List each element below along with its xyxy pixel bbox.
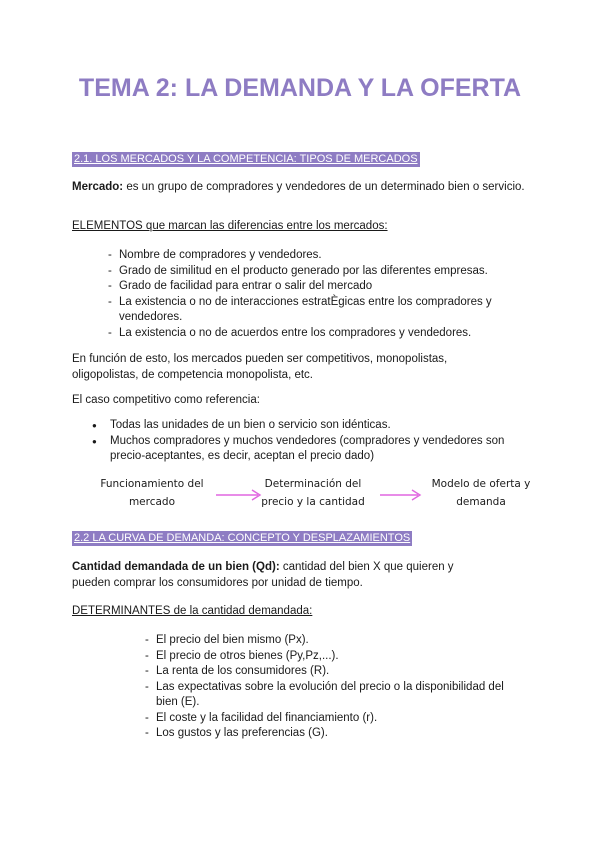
caso-list	[110, 418, 530, 465]
flow-step-modelo: Modelo de oferta y demanda	[431, 478, 531, 508]
list-item: - Grado de similitud en el producto generado por las diferentes empresas.	[108, 264, 528, 280]
list-item: - El coste y la facilidad del financiamiento (r).	[145, 711, 530, 727]
list-item: - Grado de facilidad para entrar o salir del mercado	[108, 279, 528, 295]
list-item: ● Muchos compradores y muchos vendedores (compradores y vendedores son precio-aceptantes, es decir, aceptan el precio dado)	[110, 434, 530, 465]
list-item: - La existencia o no de acuerdos entre los compradores y vendedores.	[108, 326, 528, 342]
mercado-def-text: es un grupo de compradores y vendedores de un determinado bien o servicio.	[123, 181, 525, 193]
list-item: - El precio del bien mismo (Px).	[145, 633, 530, 649]
section-heading-curva: 2.2 LA CURVA DE DEMANDA: CONCEPTO Y DESPLAZAMIENTOS	[74, 532, 411, 544]
cantidad-definition	[72, 560, 472, 591]
flow-step-funcionamiento: Funcionamiento del mercado	[100, 478, 204, 508]
funcion-paragraph: En función de esto, los mercados pueden ser competitivos, monopolistas, oligopolistas, de competencia monopolista, etc.	[72, 353, 448, 381]
determinantes-list	[145, 633, 530, 742]
caso-paragraph: El caso competitivo como referencia:	[72, 394, 260, 406]
flow-arrow-2	[378, 487, 428, 503]
list-item: - Las expectativas sobre la evolución del precio o la disponibilidad del bien (E).	[145, 680, 526, 711]
determinantes-heading: DETERMINANTES de la cantidad demandada:	[72, 605, 313, 617]
list-item: ● Todas las unidades de un bien o servicio son idénticas.	[110, 418, 530, 434]
page-title: TEMA 2: LA DEMANDA Y LA OFERTA	[78, 74, 522, 102]
flow-step-determinacion: Determinación del precio y la cantidad	[261, 478, 365, 508]
mercado-term: Mercado:	[72, 181, 124, 193]
list-item: - La existencia o no de interacciones estratÈgicas entre los compradores y vendedores.	[108, 295, 524, 326]
mercado-definition	[72, 180, 532, 196]
list-item: - El precio de otros bienes (Py,Pz,...).	[145, 649, 530, 665]
cantidad-def-text: cantidad del bien X que quieren y pueden comprar los consumidores por unidad de tiempo.	[72, 561, 454, 589]
cantidad-term: Cantidad demandada de un bien (Qd):	[72, 561, 280, 573]
section-heading-mercados: 2.1. LOS MERCADOS Y LA COMPETENCIA: TIPOS DE MERCADOS	[74, 153, 418, 165]
elementos-heading: ELEMENTOS que marcan las diferencias entre los mercados:	[72, 220, 388, 232]
list-item: - La renta de los consumidores (R).	[145, 664, 530, 680]
list-item: - Nombre de compradores y vendedores.	[108, 248, 528, 264]
flow-diagram	[72, 475, 542, 515]
elementos-list	[108, 248, 528, 341]
list-item: - Los gustos y las preferencias (G).	[145, 726, 530, 742]
